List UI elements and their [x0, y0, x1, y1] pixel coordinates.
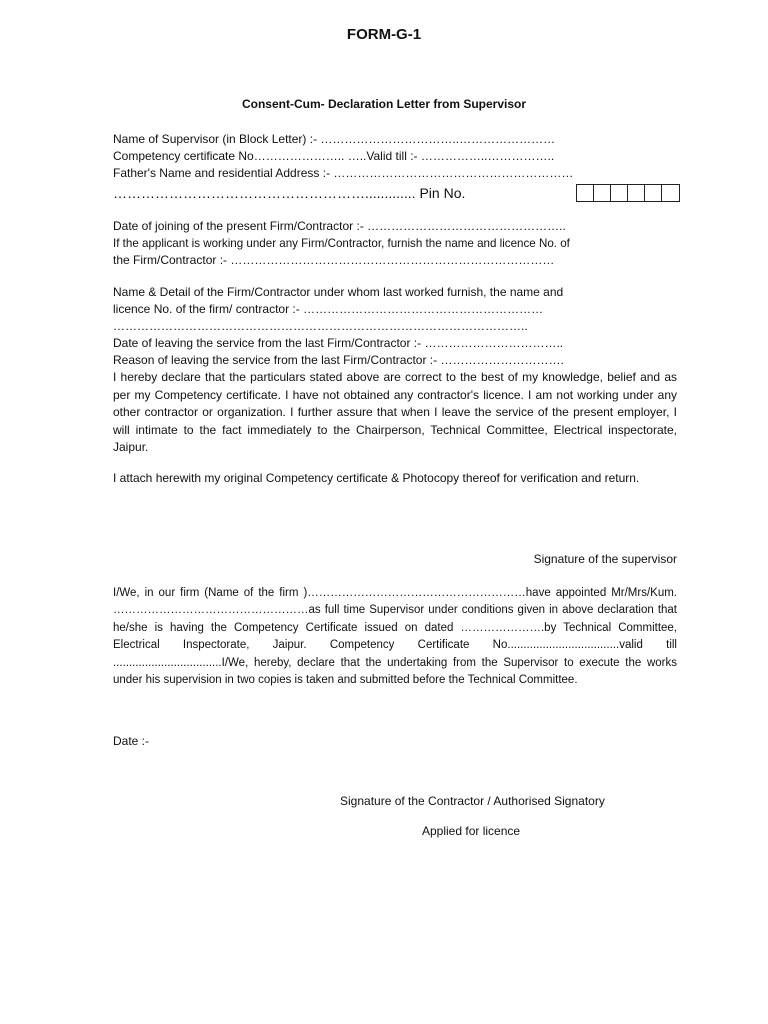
- pin-box-cell: [628, 185, 645, 201]
- field-reason-of-leaving: Reason of leaving the service from the last Firm/Contractor :- ………………………….: [113, 353, 564, 367]
- field-the-firm: the Firm/Contractor :- ………………………………………………………………………: [113, 253, 555, 267]
- signature-contractor: Signature of the Contractor / Authorised Signatory: [340, 794, 605, 808]
- field-fathers-name: Father's Name and residential Address :- ……………………………………………………: [113, 166, 574, 180]
- firm-paragraph: I/We, in our firm (Name of the firm )…………………………………………………have appointed Mr/Mrs/Kum. ……………………………………………as full time Supervisor under conditions given in above declaration that he/she is having the Competency Certificate issued on dated ………………….by Technical Committee, Electrical Inspectorate, Jaipur. Competency Certificate No...................................valid till ..................................I/We, hereby, declare that the undertaking from the Supervisor to execute the works under his supervision in two copies is taken and submitted before the Technical Committee.: [113, 587, 677, 687]
- field-licence-no: licence No. of the firm/ contractor :- ……………………………………………………: [113, 302, 544, 316]
- field-competency-certificate: Competency certificate No………………….. …..Valid till :- ……………..……………..: [113, 149, 555, 163]
- declaration-paragraph: I hereby declare that the particulars stated above are correct to the best of my knowledge, belief and as per my Competency certificate. I have not obtained any contractor's licence. I am not working under any other contractor or organization. I further assure that when I leave the service of the present employer, I will intimate to the fact immediately to the Chairperson, Technical Committee, Electrical inspectorate, Jaipur.: [113, 370, 677, 455]
- pin-number-boxes: [576, 184, 680, 202]
- field-date-of-joining: Date of joining of the present Firm/Contractor :- …………………………………………..: [113, 219, 566, 233]
- pin-box-cell: [594, 185, 611, 201]
- field-date-of-leaving: Date of leaving the service from the last Firm/Contractor :- ……………………………..: [113, 336, 564, 350]
- pin-box-cell: [645, 185, 662, 201]
- form-subtitle: Consent-Cum- Declaration Letter from Supervisor: [241, 97, 527, 111]
- field-name-of-supervisor: Name of Supervisor (in Block Letter) :- ……………………………..……………………: [113, 132, 556, 146]
- form-title: FORM-G-1: [346, 26, 422, 43]
- pin-box-cell: [577, 185, 594, 201]
- field-dots-line: …………………………………………………………………………………………..: [113, 319, 528, 333]
- signature-supervisor: Signature of the supervisor: [533, 552, 677, 566]
- field-if-applicant: If the applicant is working under any Firm/Contractor, furnish the name and licence No. of: [113, 237, 570, 250]
- field-name-detail: Name & Detail of the Firm/Contractor under whom last worked furnish, the name and: [113, 285, 564, 299]
- pin-box-cell: [611, 185, 628, 201]
- date-label: Date :-: [113, 734, 150, 748]
- pin-box-cell: [662, 185, 679, 201]
- attach-paragraph: I attach herewith my original Competency certificate & Photocopy thereof for verification and return.: [113, 471, 640, 485]
- field-pin-line: ………………………………………………............. Pin No.: [113, 185, 466, 201]
- applied-for-licence: Applied for licence: [422, 824, 521, 838]
